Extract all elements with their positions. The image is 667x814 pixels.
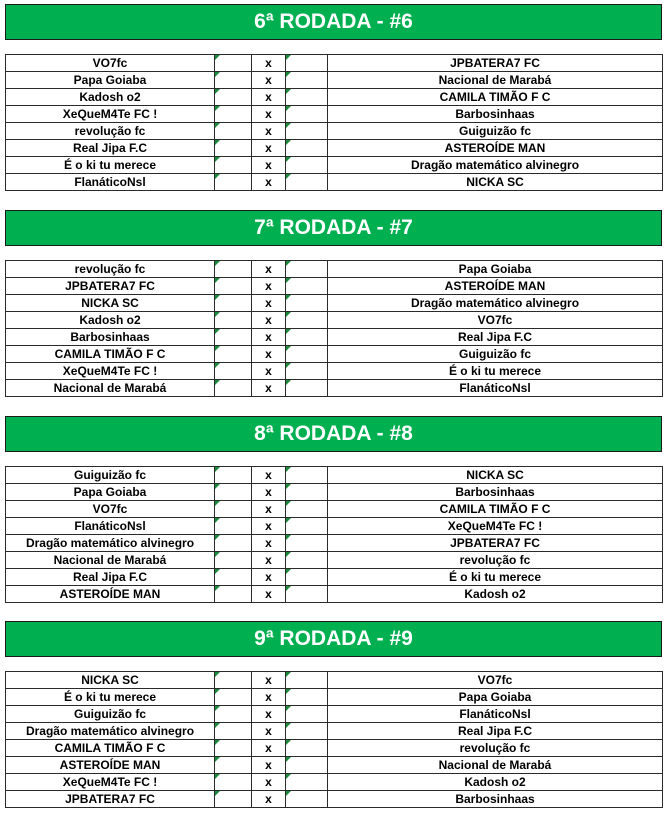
- match-row: [6, 552, 663, 569]
- home-score-cell[interactable]: [215, 380, 252, 397]
- away-score-cell[interactable]: [286, 467, 328, 484]
- away-score-cell[interactable]: [286, 535, 328, 552]
- home-score-cell[interactable]: [215, 672, 252, 689]
- away-score-cell[interactable]: [286, 363, 328, 380]
- versus-label: x: [252, 757, 286, 774]
- away-score-cell[interactable]: [286, 89, 328, 106]
- match-row: [6, 380, 663, 397]
- home-team: Dragão matemático alvinegro: [6, 535, 215, 552]
- match-row: [6, 363, 663, 380]
- home-score-cell[interactable]: [215, 774, 252, 791]
- away-team: CAMILA TIMÃO F C: [328, 501, 663, 518]
- away-score-cell[interactable]: [286, 380, 328, 397]
- away-team: É o ki tu merece: [328, 363, 663, 380]
- versus-label: x: [252, 484, 286, 501]
- away-team: Barbosinhaas: [328, 791, 663, 808]
- home-team: Kadosh o2: [6, 89, 215, 106]
- away-team: revolução fc: [328, 740, 663, 757]
- match-row: [6, 261, 663, 278]
- match-row: [6, 774, 663, 791]
- home-team: NICKA SC: [6, 295, 215, 312]
- away-team: XeQueM4Te FC !: [328, 518, 663, 535]
- round-title: 6ª RODADA - #6: [5, 4, 662, 40]
- away-team: Barbosinhaas: [328, 484, 663, 501]
- match-row: [6, 140, 663, 157]
- match-row: [6, 346, 663, 363]
- away-team: Dragão matemático alvinegro: [328, 157, 663, 174]
- versus-label: x: [252, 467, 286, 484]
- away-team: NICKA SC: [328, 467, 663, 484]
- away-team: Kadosh o2: [328, 774, 663, 791]
- versus-label: x: [252, 261, 286, 278]
- home-team: Nacional de Marabá: [6, 380, 215, 397]
- versus-label: x: [252, 157, 286, 174]
- home-score-cell[interactable]: [215, 346, 252, 363]
- home-team: É o ki tu merece: [6, 689, 215, 706]
- home-score-cell[interactable]: [215, 484, 252, 501]
- versus-label: x: [252, 346, 286, 363]
- match-row: [6, 518, 663, 535]
- versus-label: x: [252, 380, 286, 397]
- match-table: [5, 54, 663, 191]
- versus-label: x: [252, 501, 286, 518]
- versus-label: x: [252, 723, 286, 740]
- home-team: É o ki tu merece: [6, 157, 215, 174]
- versus-label: x: [252, 586, 286, 603]
- round-title: 9ª RODADA - #9: [5, 621, 662, 657]
- match-row: [6, 757, 663, 774]
- match-row: [6, 278, 663, 295]
- round-title: 8ª RODADA - #8: [5, 416, 662, 452]
- match-row: [6, 791, 663, 808]
- versus-label: x: [252, 689, 286, 706]
- away-score-cell[interactable]: [286, 106, 328, 123]
- versus-label: x: [252, 552, 286, 569]
- home-team: Papa Goiaba: [6, 484, 215, 501]
- home-team: XeQueM4Te FC !: [6, 774, 215, 791]
- home-score-cell[interactable]: [215, 535, 252, 552]
- away-score-cell[interactable]: [286, 518, 328, 535]
- away-team: ASTEROÍDE MAN: [328, 278, 663, 295]
- home-team: Barbosinhaas: [6, 329, 215, 346]
- match-row: [6, 706, 663, 723]
- away-score-cell[interactable]: [286, 346, 328, 363]
- home-score-cell[interactable]: [215, 723, 252, 740]
- away-score-cell[interactable]: [286, 706, 328, 723]
- home-team: Real Jipa F.C: [6, 569, 215, 586]
- versus-label: x: [252, 774, 286, 791]
- away-team: JPBATERA7 FC: [328, 535, 663, 552]
- home-score-cell[interactable]: [215, 552, 252, 569]
- match-row: [6, 484, 663, 501]
- match-row: [6, 106, 663, 123]
- match-row: [6, 123, 663, 140]
- home-team: XeQueM4Te FC !: [6, 363, 215, 380]
- away-score-cell[interactable]: [286, 501, 328, 518]
- versus-label: x: [252, 72, 286, 89]
- home-score-cell[interactable]: [215, 157, 252, 174]
- away-team: É o ki tu merece: [328, 569, 663, 586]
- match-row: [6, 740, 663, 757]
- versus-label: x: [252, 55, 286, 72]
- away-score-cell[interactable]: [286, 261, 328, 278]
- match-table: [5, 671, 663, 808]
- home-score-cell[interactable]: [215, 518, 252, 535]
- match-table: [5, 260, 663, 397]
- home-team: Nacional de Marabá: [6, 552, 215, 569]
- home-score-cell[interactable]: [215, 123, 252, 140]
- round-title: 7ª RODADA - #7: [5, 210, 662, 246]
- versus-label: x: [252, 312, 286, 329]
- home-score-cell[interactable]: [215, 312, 252, 329]
- match-row: [6, 535, 663, 552]
- versus-label: x: [252, 329, 286, 346]
- match-row: [6, 672, 663, 689]
- home-score-cell[interactable]: [215, 757, 252, 774]
- match-row: [6, 157, 663, 174]
- versus-label: x: [252, 363, 286, 380]
- home-score-cell[interactable]: [215, 295, 252, 312]
- versus-label: x: [252, 569, 286, 586]
- away-score-cell[interactable]: [286, 329, 328, 346]
- home-score-cell[interactable]: [215, 791, 252, 808]
- home-score-cell[interactable]: [215, 55, 252, 72]
- away-score-cell[interactable]: [286, 740, 328, 757]
- home-team: Guiguizão fc: [6, 706, 215, 723]
- away-score-cell[interactable]: [286, 586, 328, 603]
- away-team: CAMILA TIMÃO F C: [328, 89, 663, 106]
- away-team: Nacional de Marabá: [328, 757, 663, 774]
- versus-label: x: [252, 174, 286, 191]
- home-score-cell[interactable]: [215, 278, 252, 295]
- away-team: Nacional de Marabá: [328, 72, 663, 89]
- match-row: [6, 55, 663, 72]
- away-score-cell[interactable]: [286, 484, 328, 501]
- home-team: FlanáticoNsl: [6, 518, 215, 535]
- versus-label: x: [252, 123, 286, 140]
- away-score-cell[interactable]: [286, 689, 328, 706]
- away-team: FlanáticoNsl: [328, 380, 663, 397]
- versus-label: x: [252, 706, 286, 723]
- away-team: ASTEROÍDE MAN: [328, 140, 663, 157]
- away-score-cell[interactable]: [286, 140, 328, 157]
- home-team: VO7fc: [6, 501, 215, 518]
- away-score-cell[interactable]: [286, 672, 328, 689]
- home-team: Dragão matemático alvinegro: [6, 723, 215, 740]
- home-score-cell[interactable]: [215, 72, 252, 89]
- match-row: [6, 586, 663, 603]
- home-score-cell[interactable]: [215, 586, 252, 603]
- match-row: [6, 89, 663, 106]
- away-score-cell[interactable]: [286, 552, 328, 569]
- away-team: Papa Goiaba: [328, 261, 663, 278]
- home-score-cell[interactable]: [215, 706, 252, 723]
- versus-label: x: [252, 535, 286, 552]
- match-row: [6, 295, 663, 312]
- home-team: Papa Goiaba: [6, 72, 215, 89]
- home-team: revolução fc: [6, 123, 215, 140]
- match-row: [6, 501, 663, 518]
- home-team: CAMILA TIMÃO F C: [6, 346, 215, 363]
- versus-label: x: [252, 518, 286, 535]
- home-score-cell[interactable]: [215, 329, 252, 346]
- home-score-cell[interactable]: [215, 89, 252, 106]
- home-score-cell[interactable]: [215, 174, 252, 191]
- home-team: ASTEROÍDE MAN: [6, 586, 215, 603]
- home-team: NICKA SC: [6, 672, 215, 689]
- away-score-cell[interactable]: [286, 72, 328, 89]
- home-score-cell[interactable]: [215, 140, 252, 157]
- away-score-cell[interactable]: [286, 55, 328, 72]
- away-team: VO7fc: [328, 312, 663, 329]
- versus-label: x: [252, 278, 286, 295]
- versus-label: x: [252, 106, 286, 123]
- match-row: [6, 467, 663, 484]
- away-score-cell[interactable]: [286, 123, 328, 140]
- away-score-cell[interactable]: [286, 278, 328, 295]
- versus-label: x: [252, 140, 286, 157]
- match-row: [6, 689, 663, 706]
- match-row: [6, 174, 663, 191]
- home-team: JPBATERA7 FC: [6, 791, 215, 808]
- away-team: NICKA SC: [328, 174, 663, 191]
- away-team: Barbosinhaas: [328, 106, 663, 123]
- home-score-cell[interactable]: [215, 501, 252, 518]
- away-score-cell[interactable]: [286, 312, 328, 329]
- match-row: [6, 72, 663, 89]
- versus-label: x: [252, 672, 286, 689]
- away-team: Real Jipa F.C: [328, 329, 663, 346]
- versus-label: x: [252, 295, 286, 312]
- away-team: Dragão matemático alvinegro: [328, 295, 663, 312]
- away-team: VO7fc: [328, 672, 663, 689]
- match-table: [5, 466, 663, 603]
- versus-label: x: [252, 89, 286, 106]
- home-team: Kadosh o2: [6, 312, 215, 329]
- match-row: [6, 312, 663, 329]
- away-team: Papa Goiaba: [328, 689, 663, 706]
- home-team: Real Jipa F.C: [6, 140, 215, 157]
- home-score-cell[interactable]: [215, 261, 252, 278]
- away-score-cell[interactable]: [286, 774, 328, 791]
- away-team: Guiguizão fc: [328, 346, 663, 363]
- away-score-cell[interactable]: [286, 791, 328, 808]
- home-team: revolução fc: [6, 261, 215, 278]
- home-team: VO7fc: [6, 55, 215, 72]
- away-team: FlanáticoNsl: [328, 706, 663, 723]
- away-score-cell[interactable]: [286, 157, 328, 174]
- versus-label: x: [252, 740, 286, 757]
- home-team: JPBATERA7 FC: [6, 278, 215, 295]
- match-row: [6, 569, 663, 586]
- home-team: CAMILA TIMÃO F C: [6, 740, 215, 757]
- home-score-cell[interactable]: [215, 689, 252, 706]
- versus-label: x: [252, 791, 286, 808]
- away-score-cell[interactable]: [286, 295, 328, 312]
- home-score-cell[interactable]: [215, 569, 252, 586]
- match-row: [6, 723, 663, 740]
- home-team: XeQueM4Te FC !: [6, 106, 215, 123]
- away-team: Guiguizão fc: [328, 123, 663, 140]
- away-team: Real Jipa F.C: [328, 723, 663, 740]
- match-row: [6, 329, 663, 346]
- away-score-cell[interactable]: [286, 723, 328, 740]
- away-score-cell[interactable]: [286, 174, 328, 191]
- away-team: JPBATERA7 FC: [328, 55, 663, 72]
- away-team: Kadosh o2: [328, 586, 663, 603]
- home-score-cell[interactable]: [215, 467, 252, 484]
- away-team: revolução fc: [328, 552, 663, 569]
- home-score-cell[interactable]: [215, 740, 252, 757]
- home-team: ASTEROÍDE MAN: [6, 757, 215, 774]
- home-score-cell[interactable]: [215, 106, 252, 123]
- home-team: Guiguizão fc: [6, 467, 215, 484]
- home-team: FlanáticoNsl: [6, 174, 215, 191]
- away-score-cell[interactable]: [286, 569, 328, 586]
- home-score-cell[interactable]: [215, 363, 252, 380]
- away-score-cell[interactable]: [286, 757, 328, 774]
